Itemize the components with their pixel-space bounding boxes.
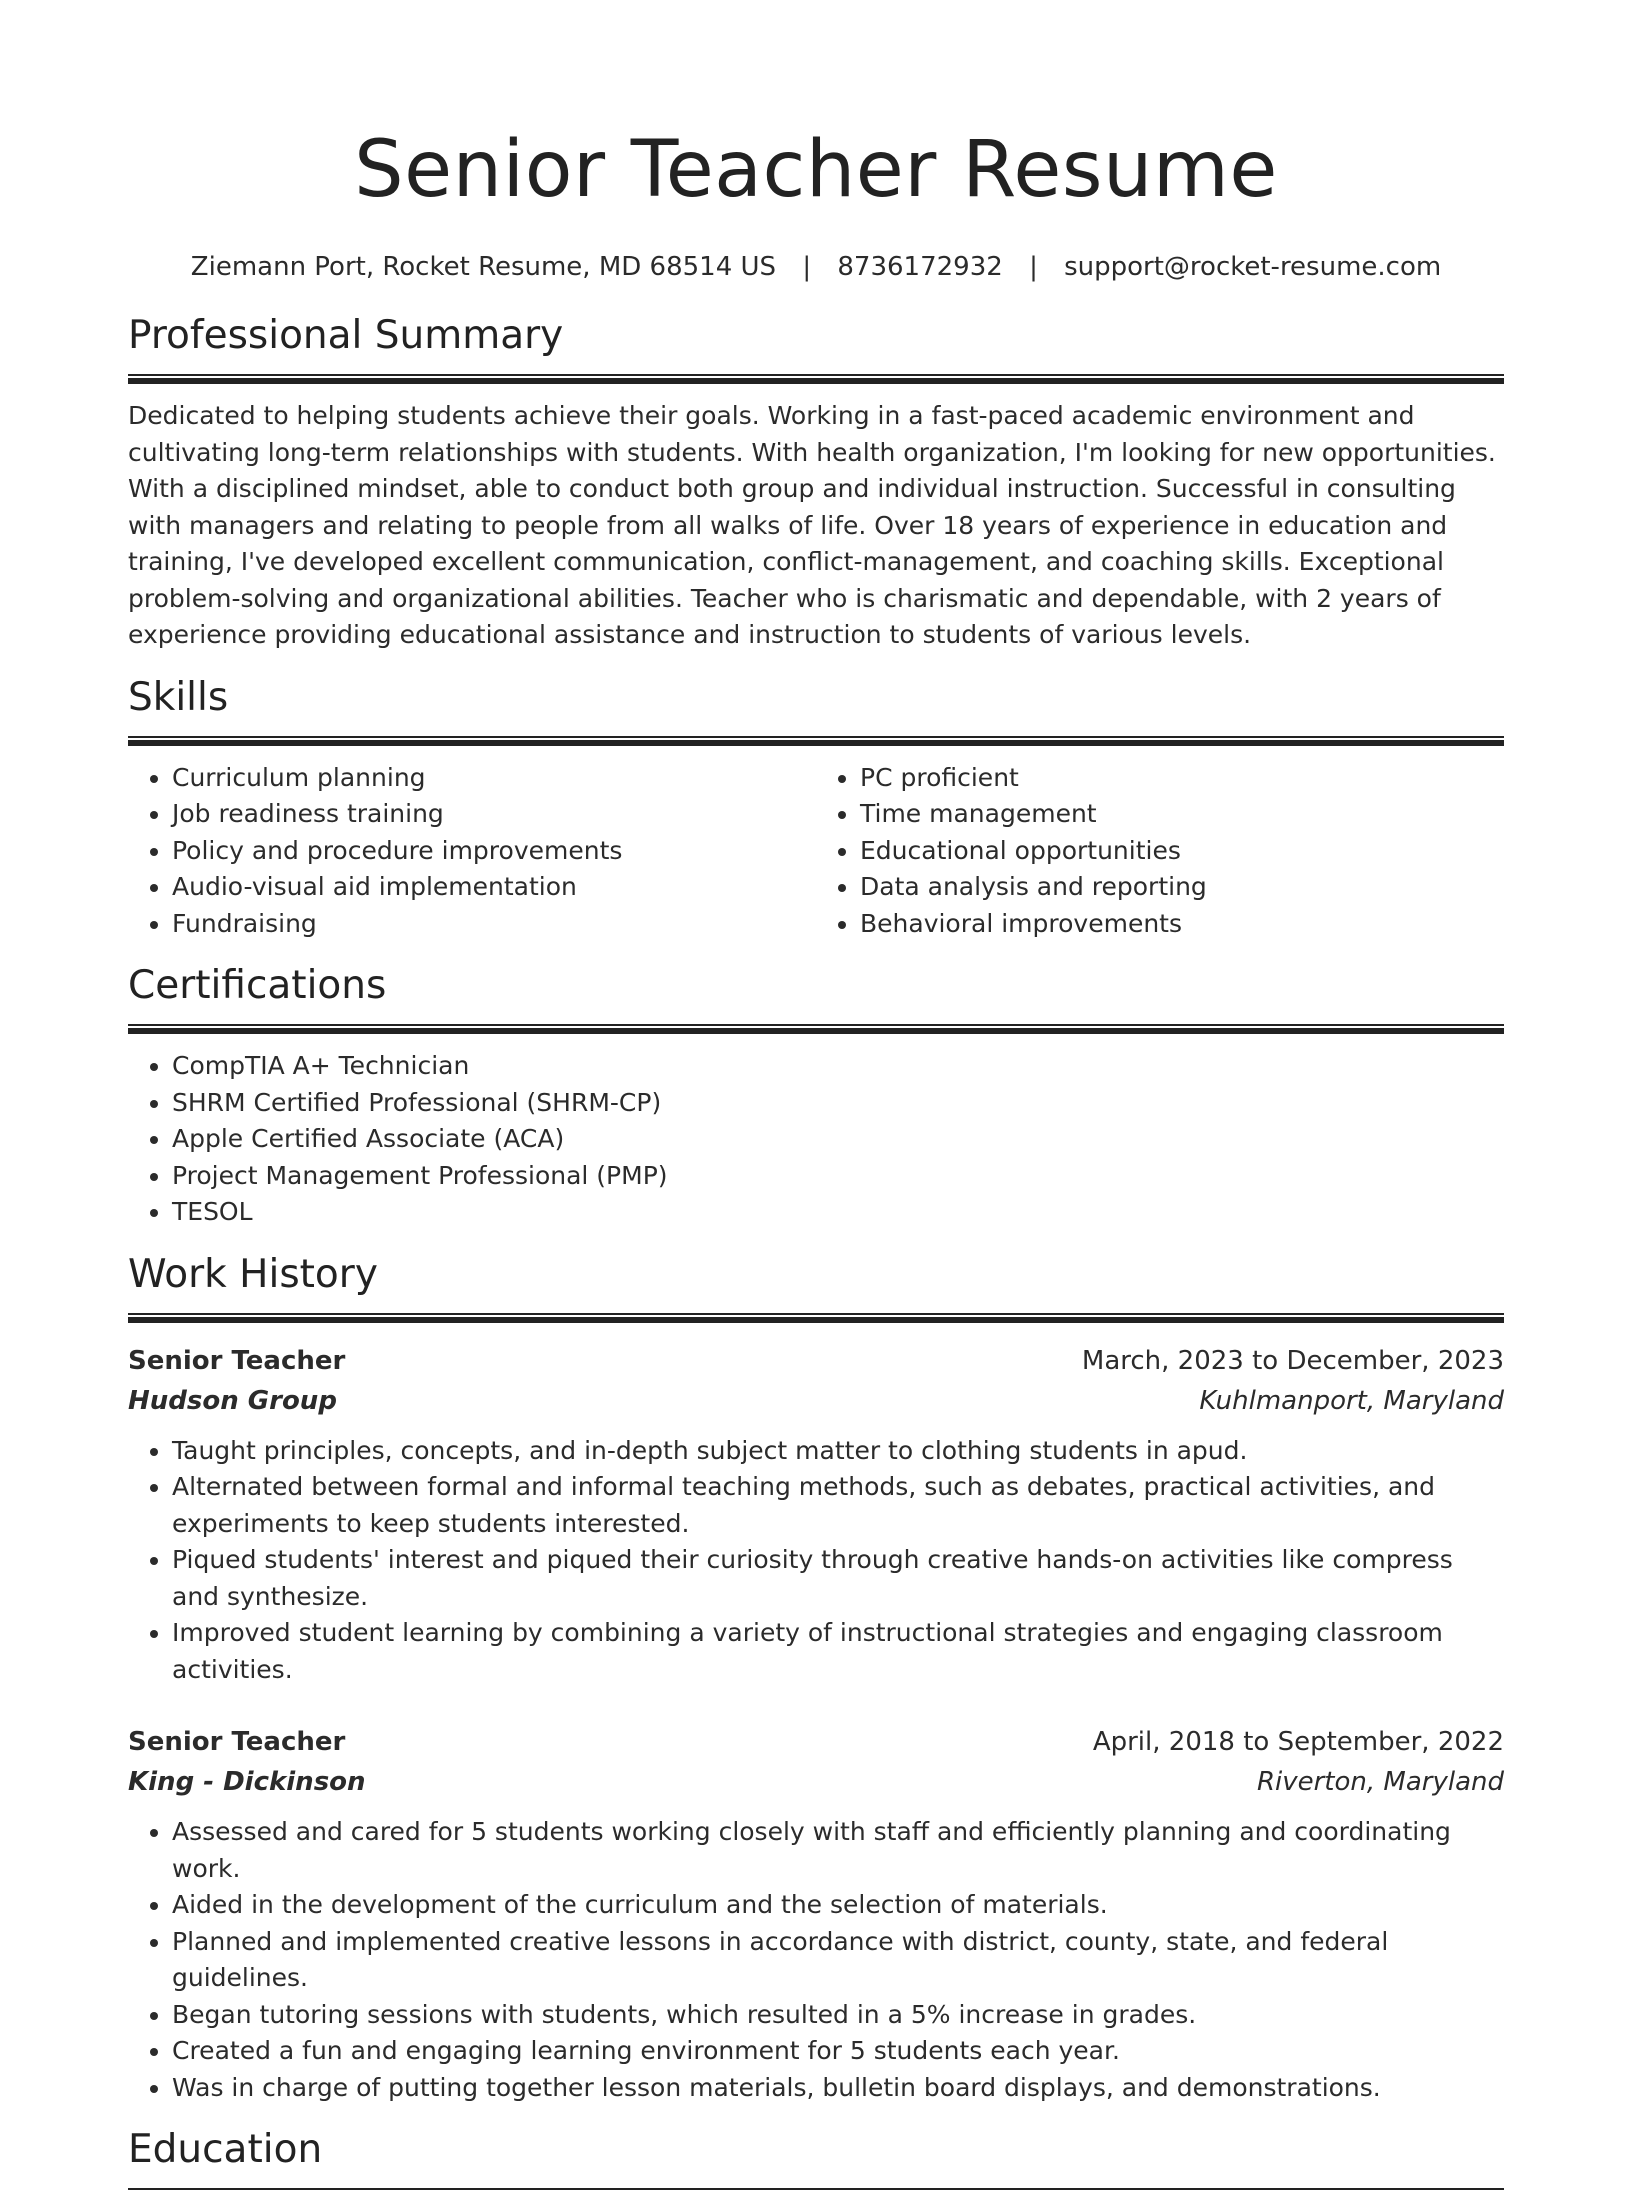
job-duty: • Aided in the development of the curriculum and the selection of materials. [172, 1887, 1504, 1924]
skill-item: • Behavioral improvements [860, 906, 1504, 943]
job-entry [128, 1341, 1504, 1689]
job-title: Senior Teacher [128, 1345, 346, 1376]
job-duty: • Improved student learning by combining a variety of instructional strategies and engaging classroom activities. [172, 1615, 1504, 1688]
job-duty: • Planned and implemented creative lessons in accordance with district, county, state, and federal guidelines. [172, 1924, 1504, 1997]
contact-email: support@rocket-resume.com [1064, 252, 1442, 282]
summary-section [128, 312, 1504, 654]
certification-item: • Project Management Professional (PMP) [172, 1158, 1504, 1195]
job-duty: • Was in charge of putting together lesson materials, bulletin board displays, and demonstrations. [172, 2070, 1504, 2107]
skill-item: • Educational opportunities [860, 833, 1504, 870]
section-divider [128, 1024, 1504, 1034]
section-divider [128, 374, 1504, 384]
certification-item: • Apple Certified Associate (ACA) [172, 1121, 1504, 1158]
job-subheader [128, 1762, 1504, 1802]
job-duty: • Piqued students' interest and piqued their curiosity through creative hands-on activities like compress and synthesize. [172, 1542, 1504, 1615]
contact-address: Ziemann Port, Rocket Resume, MD 68514 US [190, 252, 777, 282]
job-dates: March, 2023 to December, 2023 [1081, 1345, 1504, 1376]
job-duty: • Began tutoring sessions with students, which resulted in a 5% increase in grades. [172, 1997, 1504, 2034]
certifications-section [128, 962, 1504, 1231]
certifications-heading: Certifications [128, 963, 387, 1008]
skills-heading: Skills [128, 674, 229, 720]
summary-heading: Professional Summary [128, 313, 564, 358]
job-title: Senior Teacher [128, 1727, 346, 1757]
job-subheader [128, 1381, 1504, 1421]
job-header [128, 1341, 1504, 1381]
job-duties-list [128, 1433, 1504, 1689]
work-history-section [128, 1251, 1504, 2107]
skill-item: • PC proficient [860, 760, 1504, 797]
section-divider [128, 1313, 1504, 1323]
job-entry [128, 1722, 1504, 2106]
skill-item: • Audio-visual aid implementation [172, 869, 816, 906]
work-history-heading: Work History [128, 1251, 378, 1297]
certifications-list [128, 1048, 1504, 1231]
job-duty: • Assessed and cared for 5 students working closely with staff and efficiently planning and coordinating work. [172, 1814, 1504, 1887]
skill-item: • Job readiness training [172, 796, 816, 833]
summary-text: Dedicated to helping students achieve their goals. Working in a fast-paced academic environment and cultivating long-term relationships with students. With health organization, I'm looking for new opportunities. With a disciplined mindset, able to conduct both group and individual instruction. Successful in consulting with managers and relating to people from all walks of life. Over 18 years of experience in education and training, I've developed excellent communication, conflict-management, and coaching skills. Exceptional problem-solving and organizational abilities. Teacher who is charismatic and dependable, with 2 years of experience providing educational assistance and instruction to students of various levels. [128, 401, 1496, 649]
job-duty: • Created a fun and engaging learning environment for 5 students each year. [172, 2033, 1504, 2070]
certification-item: • CompTIA A+ Technician [172, 1048, 1504, 1085]
job-dates: April, 2018 to September, 2022 [1092, 1727, 1504, 1757]
skill-item: • Fundraising [172, 906, 816, 943]
skill-item: • Data analysis and reporting [860, 869, 1504, 906]
education-section [128, 2126, 1504, 2190]
education-heading: Education [128, 2127, 323, 2172]
skill-item: • Time management [860, 796, 1504, 833]
skill-item: • Curriculum planning [172, 760, 816, 797]
contact-phone: 8736172932 [837, 252, 1003, 282]
job-duty: • Taught principles, concepts, and in-depth subject matter to clothing students in apud. [172, 1433, 1504, 1470]
certification-item: • SHRM Certified Professional (SHRM-CP) [172, 1085, 1504, 1122]
contact-separator: | [802, 252, 812, 282]
job-location: Riverton, Maryland [1256, 1767, 1504, 1797]
resume-title: Senior Teacher Resume [354, 125, 1278, 215]
certification-item: • TESOL [172, 1194, 1504, 1231]
skills-grid [128, 760, 1504, 943]
contact-line [128, 250, 1504, 284]
job-duty: • Alternated between formal and informal teaching methods, such as debates, practical activities, and experiments to keep students interested. [172, 1469, 1504, 1542]
job-location: Kuhlmanport, Maryland [1199, 1385, 1504, 1416]
job-company: King - Dickinson [128, 1767, 366, 1797]
job-duties-list [128, 1814, 1504, 2106]
job-header [128, 1722, 1504, 1762]
skills-section [128, 674, 1504, 943]
skills-list-right [816, 760, 1504, 943]
skill-item: • Policy and procedure improvements [172, 833, 816, 870]
section-divider [128, 736, 1504, 746]
job-company: Hudson Group [128, 1385, 337, 1416]
skills-list-left [128, 760, 816, 943]
contact-separator: | [1029, 252, 1038, 282]
